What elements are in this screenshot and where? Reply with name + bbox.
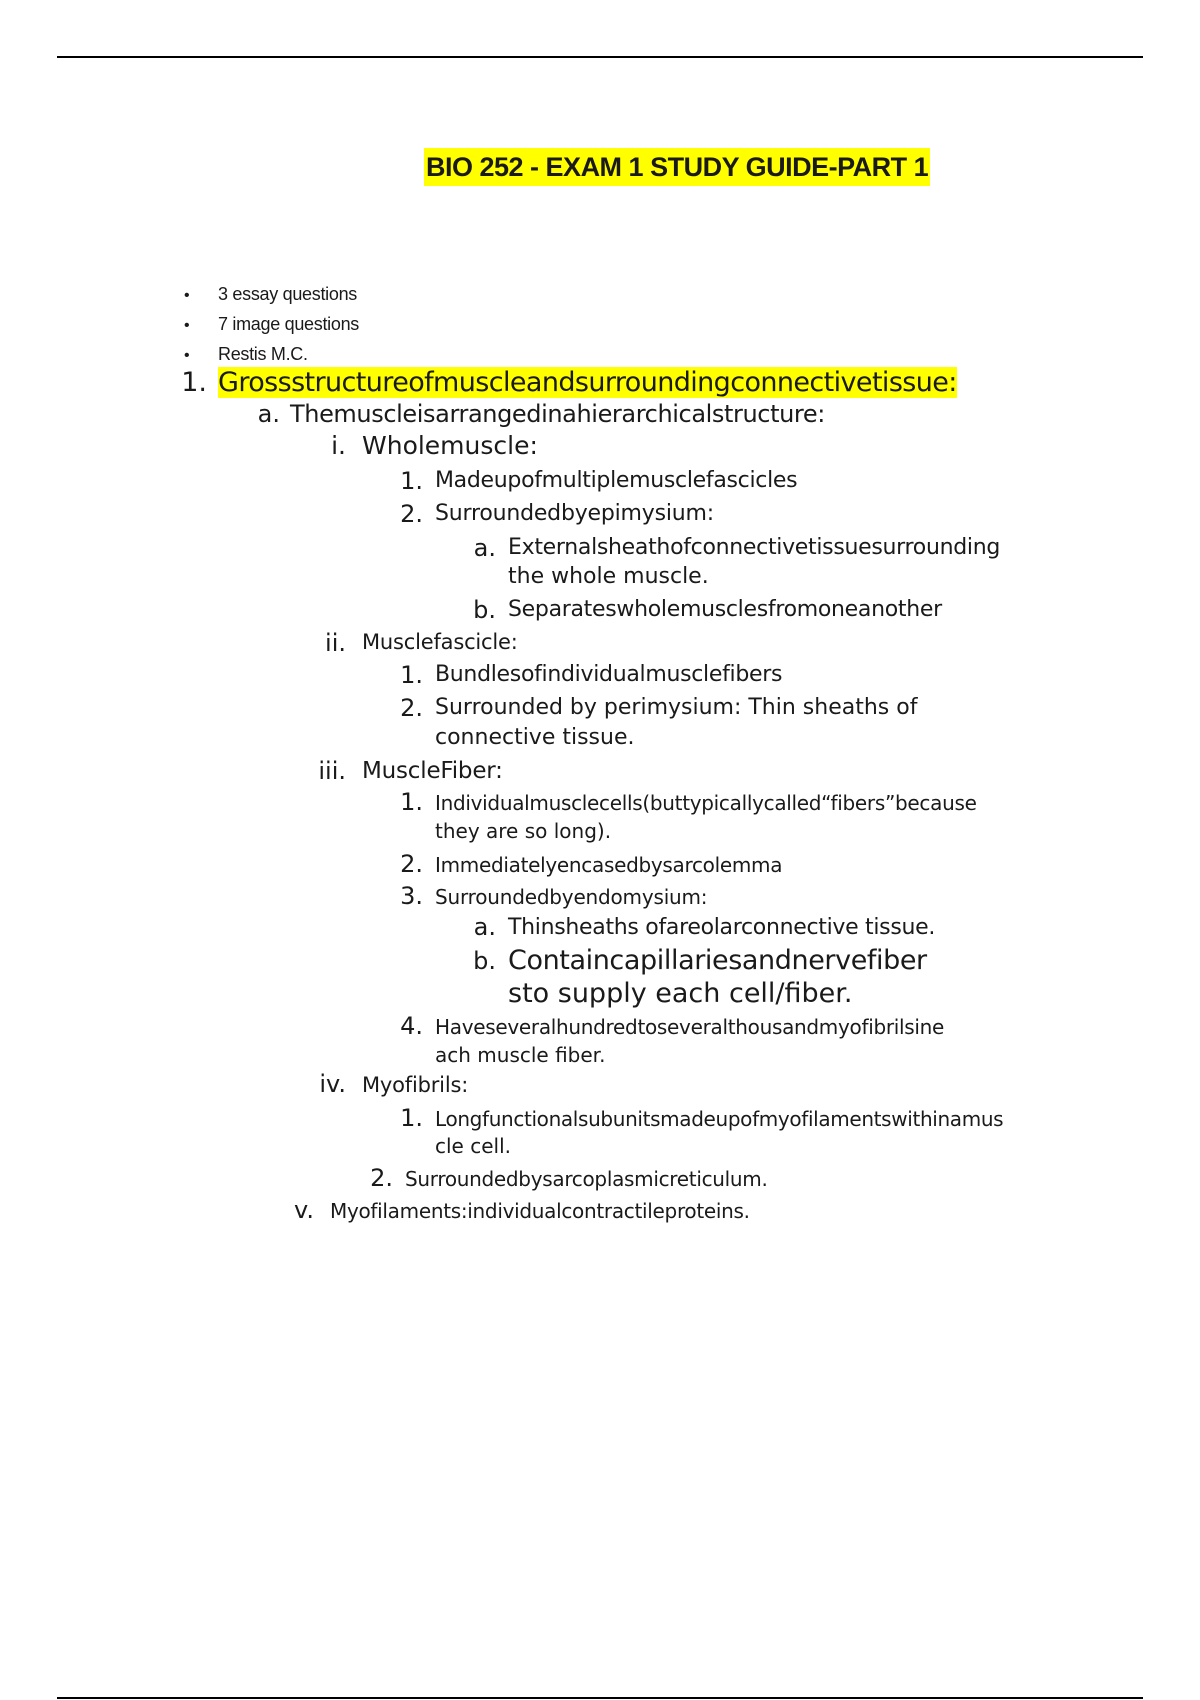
outline-text: Myofilaments:individualcontractileproteins. bbox=[330, 1199, 750, 1223]
bullet-icon: • bbox=[184, 287, 190, 304]
bullet-text: Restis M.C. bbox=[218, 344, 308, 364]
outline-text: Madeupofmultiplemusclefascicles bbox=[435, 468, 798, 493]
outline-marker: 1. bbox=[400, 1104, 423, 1132]
outline-text: Individualmusclecells(buttypicallycalled“fibers”because bbox=[435, 791, 977, 815]
outline-marker: 2. bbox=[370, 1164, 393, 1192]
bullet-item bbox=[184, 343, 308, 367]
outline-marker: b. bbox=[473, 947, 496, 975]
outline-text: Myofibrils: bbox=[362, 1073, 469, 1097]
bottom-rule bbox=[57, 1697, 1143, 1699]
outline-text: MuscleFiber: bbox=[362, 758, 503, 784]
bullet-text: 7 image questions bbox=[218, 314, 359, 334]
outline-text: Surroundedbysarcoplasmicreticulum. bbox=[405, 1167, 768, 1191]
outline-marker: iii. bbox=[318, 757, 346, 785]
outline-marker: 2. bbox=[400, 500, 423, 528]
outline-text: Themuscleisarrangedinahierarchicalstructure: bbox=[290, 400, 825, 428]
outline-text-continued: connective tissue. bbox=[435, 725, 635, 750]
outline-marker: ii. bbox=[325, 629, 346, 657]
outline-text: Longfunctionalsubunitsmadeupofmyofilamentswithinamus bbox=[435, 1107, 1004, 1131]
outline-text-continued: cle cell. bbox=[435, 1134, 511, 1158]
outline-marker: 2. bbox=[400, 850, 423, 878]
outline-marker: v. bbox=[294, 1196, 314, 1224]
outline-marker: 2. bbox=[400, 694, 423, 722]
outline-marker: 1. bbox=[400, 788, 423, 816]
outline-marker: i. bbox=[331, 431, 346, 460]
outline-text: Containcapillariesandnervefiber bbox=[508, 945, 927, 976]
outline-text: Haveseveralhundredtoseveralthousandmyofibrilsine bbox=[435, 1015, 945, 1039]
outline-text-continued: they are so long). bbox=[435, 819, 612, 843]
outline-marker: 1. bbox=[400, 661, 423, 689]
outline-marker: 1. bbox=[400, 467, 423, 495]
outline-text: Surrounded by perimysium: Thin sheaths of bbox=[435, 695, 918, 720]
outline-text: Thinsheaths ofareolarconnective tissue. bbox=[508, 915, 936, 940]
outline-text: Externalsheathofconnectivetissuesurrounding bbox=[508, 535, 1001, 560]
outline-text: Wholemuscle: bbox=[362, 431, 538, 460]
bullet-text: 3 essay questions bbox=[218, 284, 357, 304]
bullet-icon: • bbox=[184, 347, 190, 364]
outline-text: Musclefascicle: bbox=[362, 630, 518, 654]
outline-text: Surroundedbyendomysium: bbox=[435, 885, 708, 909]
outline-marker: iv. bbox=[319, 1070, 346, 1098]
outline-text-continued: the whole muscle. bbox=[508, 564, 709, 589]
outline-marker: a. bbox=[257, 400, 280, 428]
outline-text-continued: ach muscle fiber. bbox=[435, 1043, 606, 1067]
document-title: BIO 252 - EXAM 1 STUDY GUIDE-PART 1 bbox=[424, 148, 930, 186]
outline-text: Bundlesofindividualmusclefibers bbox=[435, 662, 783, 687]
bullet-item bbox=[184, 283, 357, 307]
outline-marker: 1. bbox=[181, 367, 207, 398]
outline-marker: a. bbox=[473, 534, 496, 562]
outline-text-continued: sto supply each cell/fiber. bbox=[508, 978, 853, 1009]
top-rule bbox=[57, 56, 1143, 58]
outline-marker: b. bbox=[473, 596, 496, 624]
outline-text: Surroundedbyepimysium: bbox=[435, 501, 714, 526]
bullet-item bbox=[184, 313, 359, 337]
outline-marker: a. bbox=[473, 913, 496, 941]
outline-marker: 4. bbox=[400, 1012, 423, 1040]
outline-text: Immediatelyencasedbysarcolemma bbox=[435, 853, 783, 877]
bullet-icon: • bbox=[184, 317, 190, 334]
outline-text: Separateswholemusclesfromoneanother bbox=[508, 597, 942, 622]
section-heading: Grossstructureofmuscleandsurroundingconnectivetissue: bbox=[218, 367, 957, 398]
outline-marker: 3. bbox=[400, 882, 423, 910]
